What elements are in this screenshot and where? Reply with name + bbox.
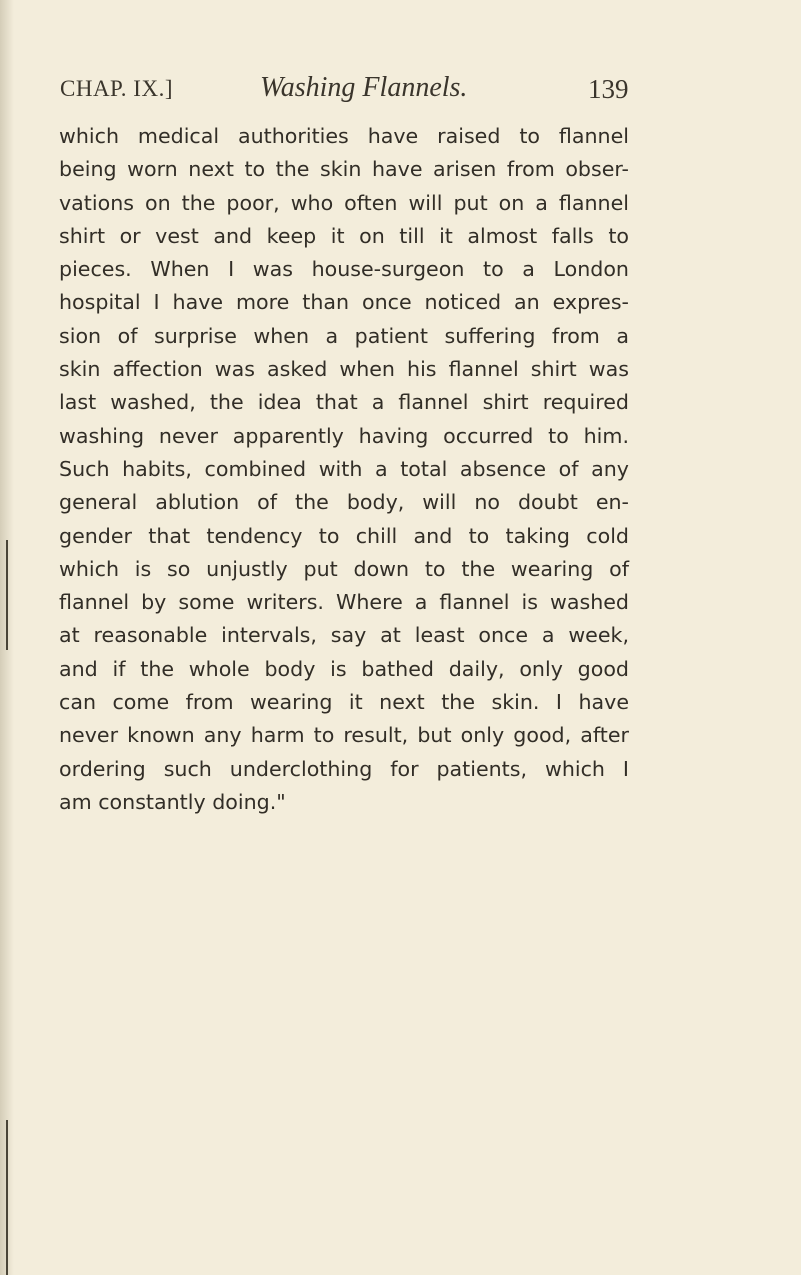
text-line: pieces. When I was house-surgeon to a London (59, 257, 629, 282)
text-line: am constantly doing." (59, 789, 286, 814)
text-line: gender that tendency to chill and to taking cold (59, 523, 629, 548)
text-line: skin affection was asked when his flannel shirt was (59, 357, 629, 382)
text-line: can come from wearing it next the skin. I have (59, 690, 629, 715)
text-line: flannel by some writers. Where a flannel is washed (59, 590, 629, 615)
text-line: being worn next to the skin have arisen from obser- (59, 157, 629, 182)
page-number: 139 (588, 74, 629, 104)
text-line: ordering such underclothing for patients, which I (59, 756, 629, 781)
binding-edge-mark (6, 540, 8, 650)
text-line: Such habits, combined with a total absence of any (59, 456, 629, 481)
text-line: at reasonable intervals, say at least once a week, (59, 623, 629, 648)
text-line: never known any harm to result, but only good, after (59, 723, 629, 748)
body-paragraph (59, 120, 629, 819)
text-line: which medical authorities have raised to flannel (59, 124, 629, 148)
text-line: general ablution of the body, will no doubt en- (59, 490, 629, 515)
chapter-label: CHAP. IX.] (60, 76, 173, 101)
text-line: washing never apparently having occurred to him. (59, 423, 629, 448)
text-line: vations on the poor, who often will put on a flannel (59, 190, 629, 215)
binding-edge-mark (6, 1120, 8, 1275)
text-line: and if the whole body is bathed daily, only good (59, 656, 629, 681)
page-header (60, 72, 630, 112)
text-line: sion of surprise when a patient suffering from a (59, 323, 629, 348)
text-line: shirt or vest and keep it on till it almost falls to (59, 223, 629, 248)
text-line: hospital I have more than once noticed an expres- (59, 290, 629, 315)
text-line: last washed, the idea that a flannel shirt required (59, 390, 629, 415)
running-title: Washing Flannels. (260, 72, 468, 103)
text-line: which is so unjustly put down to the wearing of (59, 556, 629, 581)
